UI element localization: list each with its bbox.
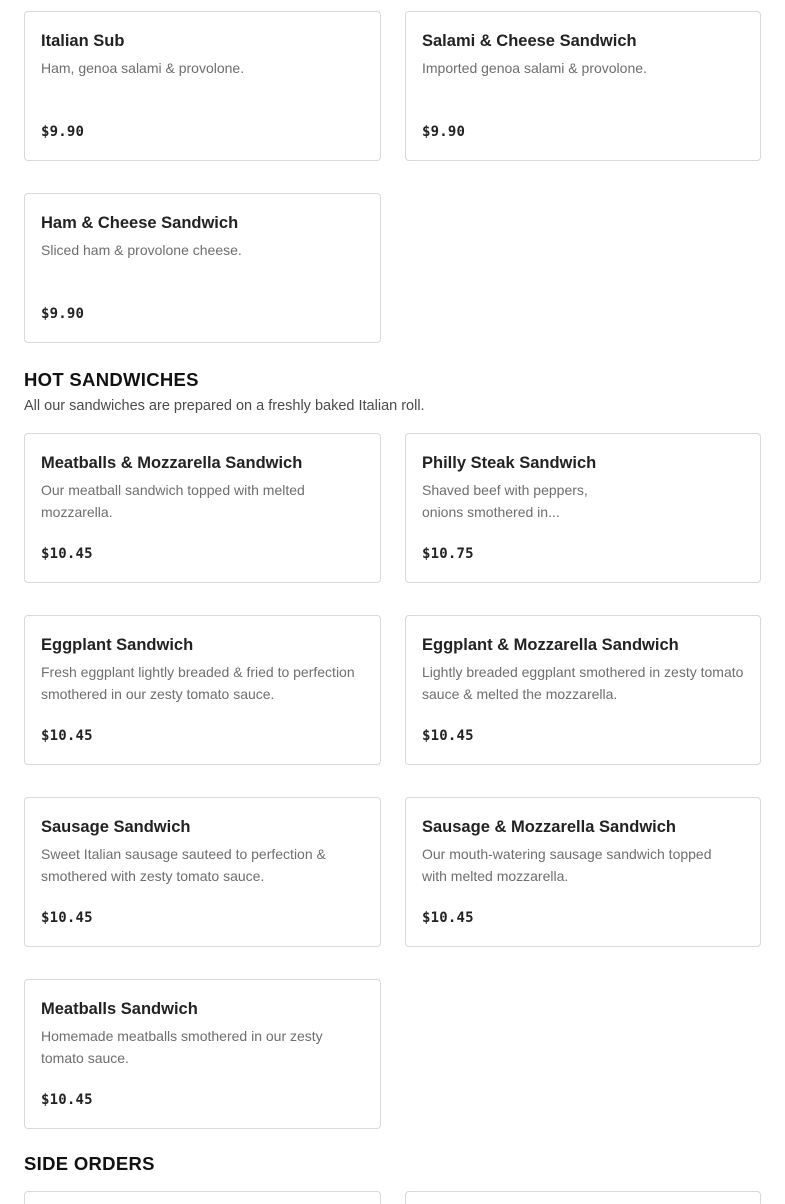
item-description: Fresh eggplant lightly breaded & fried to perfection smothered in our zesty tomato sauce. bbox=[41, 664, 355, 702]
menu-item-card[interactable] bbox=[24, 433, 381, 583]
item-description: Lightly breaded eggplant smothered in zesty tomato sauce & melted the mozzarella. bbox=[422, 664, 744, 702]
menu-item-card[interactable] bbox=[24, 1191, 381, 1204]
item-name: Italian Sub bbox=[41, 32, 125, 50]
item-name: Salami & Cheese Sandwich bbox=[422, 32, 637, 50]
side-orders-grid bbox=[24, 1191, 761, 1204]
menu-item-card[interactable] bbox=[24, 193, 381, 343]
item-name: Ham & Cheese Sandwich bbox=[41, 214, 239, 232]
menu-item-card[interactable] bbox=[24, 615, 381, 765]
item-description: Our meatball sandwich topped with melted mozzarella. bbox=[41, 482, 305, 520]
item-price: $10.45 bbox=[41, 910, 93, 926]
item-price: $9.90 bbox=[422, 124, 466, 140]
section-title: SIDE ORDERS bbox=[24, 1153, 155, 1174]
item-name: Sausage Sandwich bbox=[41, 818, 191, 836]
item-description: Our mouth-watering sausage sandwich topped with melted mozzarella. bbox=[422, 846, 712, 884]
item-description: Shaved beef with peppers, onions smothered in... bbox=[422, 482, 588, 520]
item-price: $10.75 bbox=[422, 546, 474, 562]
hot-sandwiches-header bbox=[24, 369, 761, 415]
menu-item-card[interactable] bbox=[24, 797, 381, 947]
item-description: Imported genoa salami & provolone. bbox=[422, 60, 647, 76]
menu-item-card[interactable] bbox=[24, 11, 381, 161]
item-price: $10.45 bbox=[41, 1092, 93, 1108]
item-description: Homemade meatballs smothered in our zesty tomato sauce. bbox=[41, 1028, 323, 1066]
side-orders-header bbox=[24, 1153, 761, 1175]
item-name: Eggplant & Mozzarella Sandwich bbox=[422, 636, 679, 654]
item-price: $9.90 bbox=[41, 124, 85, 140]
item-price: $10.45 bbox=[422, 910, 474, 926]
item-description: Sweet Italian sausage sauteed to perfection & smothered with zesty tomato sauce. bbox=[41, 846, 326, 884]
section-title: HOT SANDWICHES bbox=[24, 369, 199, 390]
item-description: Ham, genoa salami & provolone. bbox=[41, 60, 245, 76]
cold-sandwiches-grid bbox=[24, 11, 761, 343]
item-name: Meatballs & Mozzarella Sandwich bbox=[41, 454, 303, 472]
section-subtitle: All our sandwiches are prepared on a freshly baked Italian roll. bbox=[24, 398, 425, 414]
hot-sandwiches-grid bbox=[24, 433, 761, 1129]
menu-item-card[interactable] bbox=[405, 1191, 761, 1204]
item-name: Philly Steak Sandwich bbox=[422, 454, 597, 472]
item-name: Meatballs Sandwich bbox=[41, 1000, 198, 1018]
item-price: $10.45 bbox=[41, 546, 93, 562]
item-description: Sliced ham & provolone cheese. bbox=[41, 242, 242, 258]
menu-item-card[interactable] bbox=[405, 615, 761, 765]
item-name: Sausage & Mozzarella Sandwich bbox=[422, 818, 676, 836]
item-name: Eggplant Sandwich bbox=[41, 636, 194, 654]
item-price: $10.45 bbox=[41, 728, 93, 744]
item-price: $10.45 bbox=[422, 728, 474, 744]
menu-item-card[interactable] bbox=[405, 11, 761, 161]
item-price: $9.90 bbox=[41, 306, 85, 322]
menu-item-card[interactable] bbox=[24, 979, 381, 1129]
menu-item-card[interactable] bbox=[405, 797, 761, 947]
menu-item-card[interactable] bbox=[405, 433, 761, 583]
